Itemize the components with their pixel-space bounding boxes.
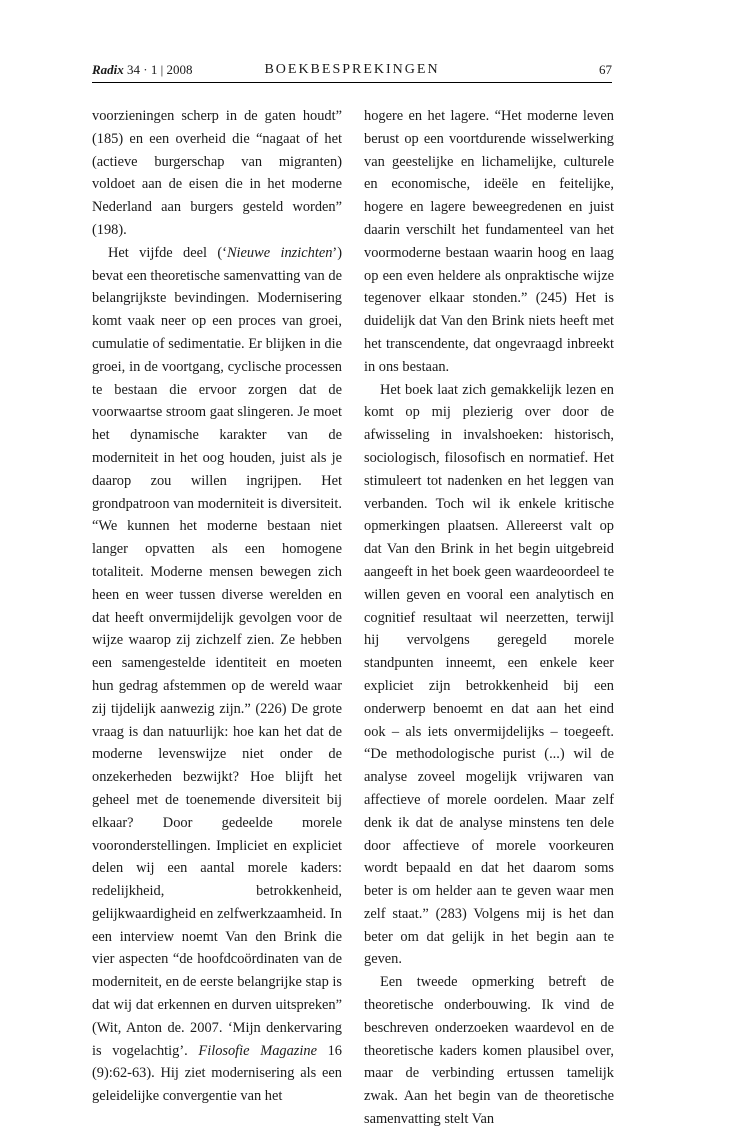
- right-column: [364, 105, 614, 1131]
- right-paragraph-2: Het boek laat zich gemakkelijk lezen en komt op mij plezierig over door de afwisseling in invalshoeken: historisch, sociologisch, filosofisch en normatief. Het stimuleert tot nadenken en het leggen van verbanden. Toch wil ik enkele kritische opmerkingen plaatsen. Allereerst valt op dat Van den Brink in het begin uitgebreid aangeeft in het boek geen waardeoordeel te willen geven en vooral een analytisch en cognitief resultaat wil neerzetten, terwijl hij vervolgens geregeld morele standpunten inneemt, een enkele keer expliciet zijn betrokkenheid bij een onderwerp benoemt en dat aan het eind ook – als iets onvermijdelijks – toegeeft. “De methodologische purist (...) wil de analyse zoveel mogelijk vrijwaren van affectieve of morele oordelen. Maar zelf denk ik dat de analyse minstens ten dele door affectieve of morele voorkeuren wordt bepaald en dat het daarom soms beter is om helder aan te geven waar men zelf staat.” (283) Volgens mij is het dan beter om dat gelijk in het begin aan te geven.: [364, 381, 614, 968]
- right-paragraph-1: hogere en het lagere. “Het moderne leven berust op een voortdurende wisselwerking van geestelijke en lichamelijke, culturele en economische, ideële en feitelijke, hogere en lagere beweegredenen en juist daarin verschilt het fundamenteel van het voormoderne bestaan waarin hoog en laag op een even heldere als onpraktische wijze tegenover elkaar stonden.” (245) Het is duidelijk dat Van den Brink niets heeft met het transcendente, dat ongevraagd inbreekt in ons bestaan.: [364, 108, 614, 375]
- section-title: BOEKBESPREKINGEN: [264, 62, 440, 77]
- page-number: 67: [599, 62, 612, 77]
- header-rule: [92, 82, 612, 83]
- right-paragraph-3: Een tweede opmerking betreft de theoretische onderbouwing. Ik vind de beschreven onderzoeken waardevol en de theoretische kaders komen plausibel over, maar de verbinding ertussen tamelijk zwak. Aan het begin van de theoretische samenvatting stelt Van: [364, 974, 614, 1128]
- left-p2-italic-magazine: Filosofie Magazine: [198, 1042, 317, 1059]
- left-column: [92, 105, 342, 1108]
- left-p2-text-b: ’) bevat een theoretische samenvatting van de belangrijkste bevindingen. Modernisering komt vaak neer op een proces van groei, cumulatie of sedimentatie. Er blijken in die groei, in de voortgang, cyclische processen te bestaan die ervoor zorgen dat de voorwaartse stroom gaat slingeren. Je moet het dynamische karakter van de moderniteit in het oog houden, juist als je daarop zou willen ingrijpen. Het grondpatroon van moderniteit is diversiteit. “We kunnen het moderne bestaan niet langer opvatten als een homogene totaliteit. Moderne mensen bewegen zich heen en weer tussen diverse werelden en dat heeft onvermijdelijk gevolgen voor de wijze waarop zij zichzelf zien. Ze hebben een samengestelde identiteit en moeten hun gedrag afstemmen op de wereld waar zij tijdelijk aanwezig zijn.” (226) De grote vraag is dan natuurlijk: hoe kan het dat de moderne levenswijze niet onder de onzekerheden bezwijkt? Hoe blijft het geheel met de toenemende diversiteit bij elkaar? Door gedeelde morele vooronderstellingen. Impliciet en expliciet delen wij een aantal morele kaders: redelijkheid, betrokkenheid, gelijkwaardigheid en zelfwerkzaamheid. In een interview noemt Van den Brink die vier aspecten “de hoofdcoördinaten van de moderniteit, en de eerste belangrijke stap is dat wij dat erkennen en durven uitspreken” (Wit, Anton de. 2007. ‘Mijn denkervaring is vogelachtig’.: [92, 244, 342, 1059]
- left-paragraph-2: [92, 242, 342, 1108]
- running-header: [92, 62, 612, 82]
- journal-issue: 34 · 1 | 2008: [127, 62, 193, 77]
- journal-name: Radix: [92, 62, 124, 77]
- left-p2-text-a: Het vijfde deel (‘: [108, 244, 227, 261]
- left-paragraph-1: voorzieningen scherp in de gaten houdt” (185) en een overheid die “nagaat of het (actieve burgerschap van migranten) voldoet aan de eisen die in het moderne Nederland aan burgers gesteld worden” (198).: [92, 108, 342, 238]
- left-p2-text-c: 16 (9):62-63). Hij ziet modernisering als een geleidelijke convergentie van het: [92, 1042, 342, 1105]
- left-p2-italic-title: Nieuwe inzichten: [226, 244, 333, 261]
